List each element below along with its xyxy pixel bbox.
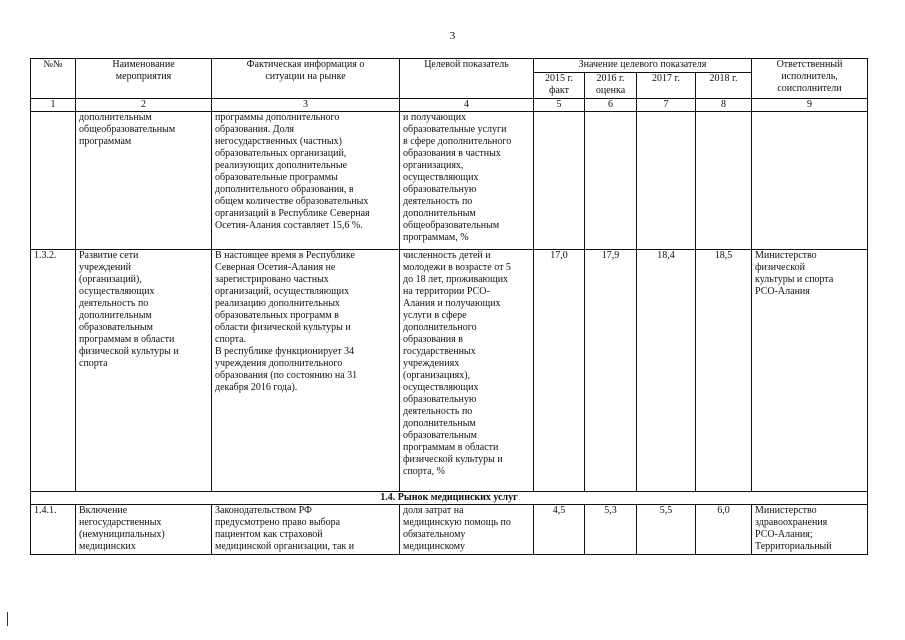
responsible: Министерство физической культуры и спорта РСО-Алания — [752, 250, 868, 492]
row-number — [31, 112, 76, 250]
market-info: Законодательством РФ предусмотрено право выбора пациентом как страховой медицинской организации, так и — [212, 505, 400, 555]
table-row — [31, 112, 868, 250]
market-info: В настоящее время в Республике Северная Осетия-Алания не зарегистрировано частных организаций, осуществляющих реализацию дополнительных образовательных программ в области физической культуры и спорта. В республике функционирует 34 учреждения дополнительного образования (по состоянию на 31 декабря 2016 года). — [212, 250, 400, 492]
column-number: 5 — [534, 99, 585, 112]
section-row — [31, 492, 868, 505]
header-market-info: Фактическая информация о ситуации на рынке — [212, 59, 400, 99]
column-number: 6 — [585, 99, 637, 112]
column-number: 3 — [212, 99, 400, 112]
value-2015: 17,0 — [534, 250, 585, 492]
header-2017: 2017 г. — [637, 73, 696, 99]
value-2016 — [585, 112, 637, 250]
header-2018: 2018 г. — [696, 73, 752, 99]
value-2016: 17,9 — [585, 250, 637, 492]
row-number: 1.4.1. — [31, 505, 76, 555]
value-2015: 4,5 — [534, 505, 585, 555]
responsible — [752, 112, 868, 250]
value-2015 — [534, 112, 585, 250]
value-2018: 18,5 — [696, 250, 752, 492]
column-number: 1 — [31, 99, 76, 112]
table-row — [31, 505, 868, 555]
table-row — [31, 250, 868, 492]
header-responsible: Ответственный исполнитель, соисполнители — [752, 59, 868, 99]
value-2017: 5,5 — [637, 505, 696, 555]
column-number: 8 — [696, 99, 752, 112]
column-number: 7 — [637, 99, 696, 112]
header-target-indicator: Целевой показатель — [400, 59, 534, 99]
value-2018: 6,0 — [696, 505, 752, 555]
header-2015: 2015 г. факт — [534, 73, 585, 99]
column-number: 9 — [752, 99, 868, 112]
value-2016: 5,3 — [585, 505, 637, 555]
column-number: 2 — [76, 99, 212, 112]
column-number: 4 — [400, 99, 534, 112]
measures-table — [30, 58, 868, 555]
column-numbers-row — [31, 99, 868, 112]
value-2017: 18,4 — [637, 250, 696, 492]
market-info: программы дополнительного образования. Доля негосударственных (частных) образовательных организаций, реализующих дополнительные образовательные программы дополнительного образования, в общем количестве образовательных организаций в Республике Северная Осетия-Алания составляет 15,6 %. — [212, 112, 400, 250]
target-indicator: численность детей и молодежи в возрасте от 5 до 18 лет, проживающих на территории РСО- Алания и получающих услуги в сфере дополнительного образования в государственных учреждениях (организациях), осуществляющих образовательную деятельность по дополнительным образовательным программам в области физической культуры и спорта, % — [400, 250, 534, 492]
header-number: №№ — [31, 59, 76, 99]
header-target-values: Значение целевого показателя — [534, 59, 752, 73]
responsible: Министерство здравоохранения РСО-Алания; Территориальный — [752, 505, 868, 555]
page-number: 3 — [449, 30, 456, 42]
scan-edge-mark — [7, 612, 8, 626]
measure-name: дополнительным общеобразовательным программам — [76, 112, 212, 250]
measure-name: Развитие сети учреждений (организаций), осуществляющих деятельность по дополнительным образовательным программам в области физической культуры и спорта — [76, 250, 212, 492]
header-measure-name: Наименование мероприятия — [76, 59, 212, 99]
value-2017 — [637, 112, 696, 250]
measure-name: Включение негосударственных (немуниципальных) медицинских — [76, 505, 212, 555]
row-number: 1.3.2. — [31, 250, 76, 492]
target-indicator: доля затрат на медицинскую помощь по обязательному медицинскому — [400, 505, 534, 555]
section-title: 1.4. Рынок медицинских услуг — [31, 492, 868, 505]
header-2016: 2016 г. оценка — [585, 73, 637, 99]
target-indicator: и получающих образовательные услуги в сфере дополнительного образования в частных организациях, осуществляющих образовательную деятельность по дополнительным общеобразовательным программам, % — [400, 112, 534, 250]
value-2018 — [696, 112, 752, 250]
